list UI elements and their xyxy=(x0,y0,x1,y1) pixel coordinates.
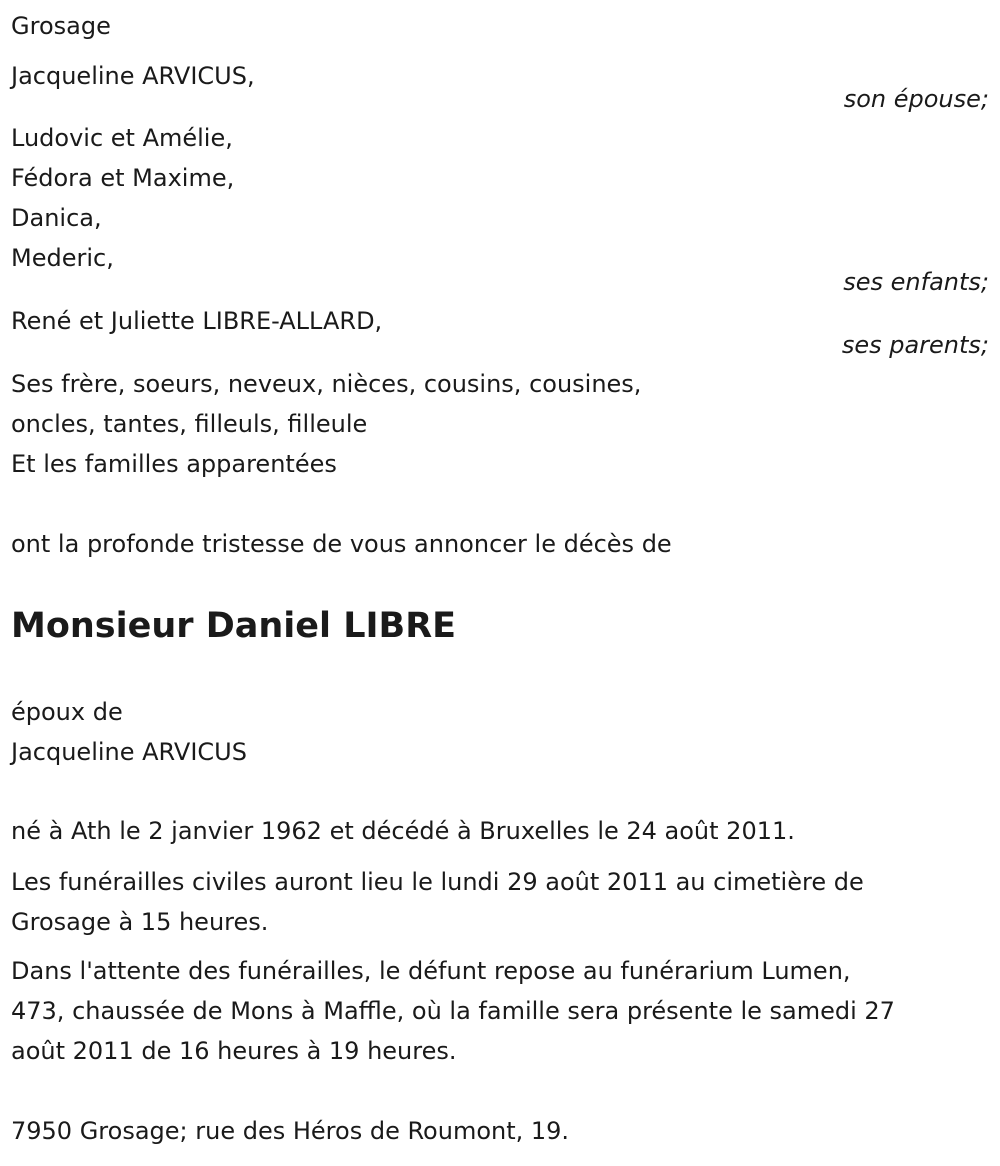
spouse-name: Jacqueline ARVICUS, xyxy=(11,62,255,90)
visitation-line-1: Dans l'attente des funérailles, le défunt repose au funérarium Lumen, xyxy=(11,957,851,985)
child-4: Mederic, xyxy=(11,244,114,272)
address: 7950 Grosage; rue des Héros de Roumont, 19. xyxy=(11,1117,570,1145)
relatives-line-1: Ses frère, soeurs, neveux, nièces, cousins, cousines, xyxy=(11,370,642,398)
visitation-line-2: 473, chaussée de Mons à Maffle, où la famille sera présente le samedi 27 xyxy=(11,997,895,1025)
birth-death: né à Ath le 2 janvier 1962 et décédé à Bruxelles le 24 août 2011. xyxy=(11,817,795,845)
announcement: ont la profonde tristesse de vous annoncer le décès de xyxy=(11,530,672,558)
header-place: Grosage xyxy=(11,12,111,40)
spouse-role: son épouse; xyxy=(843,85,989,113)
funeral-line-1: Les funérailles civiles auront lieu le lundi 29 août 2011 au cimetière de xyxy=(11,868,864,896)
relatives-line-2: oncles, tantes, filleuls, filleule xyxy=(11,410,368,438)
child-2: Fédora et Maxime, xyxy=(11,164,235,192)
child-1: Ludovic et Amélie, xyxy=(11,124,233,152)
funeral-line-2: Grosage à 15 heures. xyxy=(11,908,269,936)
deceased-name: Monsieur Daniel LIBRE xyxy=(11,606,457,646)
parents-name: René et Juliette LIBRE-ALLARD, xyxy=(11,307,383,335)
spouse-label: époux de xyxy=(11,698,123,726)
parents-role: ses parents; xyxy=(841,331,989,359)
visitation-line-3: août 2011 de 16 heures à 19 heures. xyxy=(11,1037,457,1065)
relatives-line-3: Et les familles apparentées xyxy=(11,450,337,478)
children-role: ses enfants; xyxy=(843,268,989,296)
child-3: Danica, xyxy=(11,204,102,232)
deceased-spouse-name: Jacqueline ARVICUS xyxy=(11,738,247,766)
